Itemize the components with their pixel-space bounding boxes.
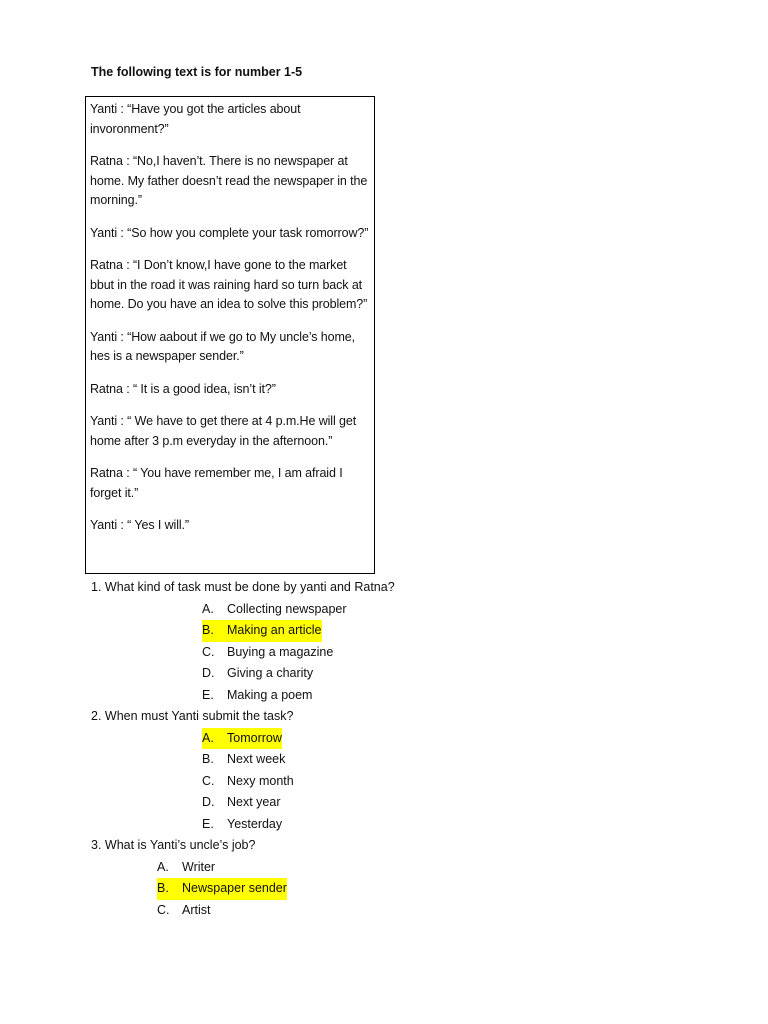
- option-text: Yesterday: [227, 816, 283, 831]
- option-text: Next week: [227, 752, 286, 766]
- dialog-line: Yanti : “Have you got the articles about invoronment?”: [90, 102, 301, 136]
- options-question-2: [202, 728, 731, 836]
- dialog-line: Yanti : “ Yes I will.”: [90, 518, 189, 532]
- option-letter: A.: [202, 601, 214, 616]
- option-2c: [202, 771, 731, 793]
- question-list: [91, 577, 731, 921]
- option-1a: [202, 599, 731, 621]
- option-3c: [157, 900, 731, 922]
- option-text: Nexy month: [227, 773, 294, 788]
- question-2: 2. When must Yanti submit the task?: [91, 709, 294, 723]
- option-text: Writer: [182, 859, 216, 874]
- option-letter: D.: [202, 795, 215, 809]
- option-text: Buying a magazine: [227, 644, 334, 659]
- options-question-3: [157, 857, 731, 922]
- option-text: Next year: [227, 795, 281, 809]
- option-letter: B.: [157, 878, 183, 900]
- dialog-box: [85, 96, 375, 574]
- option-letter: B.: [202, 752, 214, 766]
- option-2d: [202, 792, 731, 814]
- option-letter: A.: [157, 859, 169, 874]
- dialog-line: Ratna : “ It is a good idea, isn’t it?”: [90, 381, 276, 396]
- option-2e: [202, 814, 731, 836]
- option-letter: A.: [202, 728, 228, 750]
- option-1c: [202, 642, 731, 664]
- option-text: Giving a charity: [227, 666, 314, 680]
- option-2a-highlighted: [202, 728, 731, 750]
- dialog-line: Yanti : “How aabout if we go to My uncle’s home, hes is a newspaper sender.”: [90, 329, 356, 363]
- option-letter: E.: [202, 687, 214, 702]
- option-1b-highlighted: [202, 620, 731, 642]
- option-text: Newspaper sender: [181, 878, 287, 900]
- option-3a: [157, 857, 731, 879]
- option-letter: C.: [202, 773, 215, 788]
- option-text: Collecting newspaper: [227, 601, 347, 616]
- question-1: 1. What kind of task must be done by yanti and Ratna?: [91, 580, 395, 594]
- option-1e: [202, 685, 731, 707]
- option-text: Making an article: [226, 620, 322, 642]
- option-text: Tomorrow: [226, 728, 282, 750]
- option-text: Making a poem: [227, 687, 313, 702]
- dialog-line: Ratna : “I Don’t know,I have gone to the market bbut in the road it was raining hard so turn back at home. Do you have an idea to solve this problem?”: [90, 258, 368, 311]
- option-3b-highlighted: [157, 878, 731, 900]
- dialog-line: Yanti : “ We have to get there at 4 p.m.He will get home after 3 p.m everyday in the afternoon.”: [90, 414, 357, 448]
- dialog-line: Ratna : “ You have remember me, I am afraid I forget it.”: [90, 466, 343, 500]
- option-2b: [202, 749, 731, 771]
- section-heading: The following text is for number 1-5: [91, 65, 303, 79]
- option-text: Artist: [182, 902, 211, 917]
- option-letter: B.: [202, 620, 228, 642]
- question-3: 3. What is Yanti’s uncle’s job?: [91, 838, 256, 852]
- dialog-line: Yanti : “So how you complete your task romorrow?”: [90, 225, 369, 240]
- option-letter: E.: [202, 816, 214, 831]
- option-letter: D.: [202, 666, 215, 680]
- option-1d: [202, 663, 731, 685]
- option-letter: C.: [157, 902, 170, 917]
- options-question-1: [202, 599, 731, 707]
- option-letter: C.: [202, 644, 215, 659]
- dialog-line: Ratna : “No,I haven’t. There is no newspaper at home. My father doesn’t read the newspaper in the morning.”: [90, 154, 368, 207]
